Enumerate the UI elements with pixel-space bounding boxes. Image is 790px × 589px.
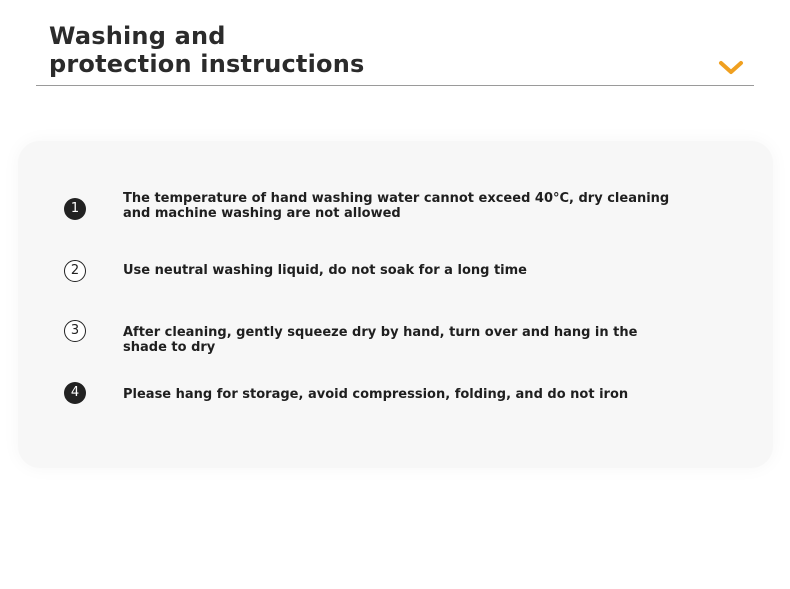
number-badge-4: 4 — [64, 382, 86, 404]
instruction-text-1: The temperature of hand washing water cannot exceed 40°C, dry cleaning and machine washing are not allowed — [123, 191, 670, 221]
number-badge-1: 1 — [64, 198, 86, 220]
instructions-card — [18, 141, 773, 468]
instruction-text-2: Use neutral washing liquid, do not soak for a long time — [123, 263, 527, 278]
section-title: Washing and protection instructions — [49, 22, 365, 78]
instruction-text-3: After cleaning, gently squeeze dry by hand, turn over and hang in the shade to dry — [123, 325, 638, 355]
number-badge-3: 3 — [64, 320, 86, 342]
section-header[interactable] — [36, 18, 754, 86]
instruction-text-4: Please hang for storage, avoid compression, folding, and do not iron — [123, 387, 629, 402]
chevron-down-icon[interactable] — [718, 60, 744, 76]
number-badge-2: 2 — [64, 260, 86, 282]
